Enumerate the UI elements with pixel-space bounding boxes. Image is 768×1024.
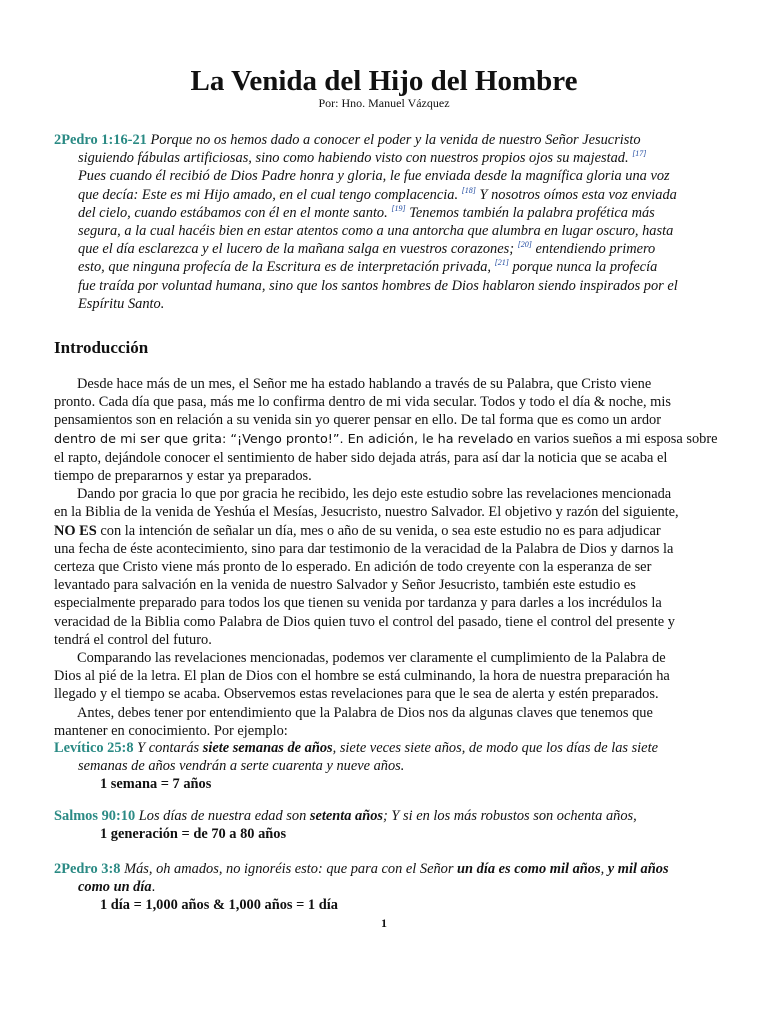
verse-text: entendiendo primero [535,241,656,258]
verse-text: semanas de años vendrán a serte cuarenta y nueve años. [78,758,405,775]
verse-text: porque nunca la profecía [512,259,658,276]
verse-text: Pues cuando él recibió de Dios Padre honra y gloria, le fue enviada desde la magnífica gloria una voz [78,168,670,185]
paragraph-line: tiempo de prepararnos y estar ya preparados. [54,468,312,485]
key-verse-psalms [54,807,718,843]
verse-text: siguiendo fábulas artificiosas, sino como habiendo visto con nuestros propios ojos su majestad. [78,150,629,167]
paragraph-line: mantener en conocimiento. Por ejemplo: [54,722,288,739]
emphasis-text: NO ES [54,522,97,539]
introduction-body [54,375,718,740]
paragraph-line: en varios sueños a mi esposa sobre [513,430,718,447]
paragraph-line: Comparando las revelaciones mencionadas, podemos ver claramente el cumplimiento de la Palabra de [77,650,666,667]
paragraph-line: especialmente preparado para todos los que tienen su venida por tardanza y para darles a los incrédulos la [54,595,662,612]
paragraph-line: dentro de mi ser que grita: “¡Vengo pronto!”. En adición, le ha revelado [54,431,514,447]
author-line: Por: Hno. Manuel Vázquez [318,96,450,110]
paragraph-line: tendrá el control del futuro. [54,631,212,648]
verse-text: Y nosotros oímos esta voz enviada [479,186,677,203]
footnote-link[interactable]: [20] [517,240,532,250]
paragraph-line: el rapto, dejándole conocer el sentimiento de haber sido dejada atrás, para así dar la noticia que se acaba el [54,449,668,466]
verse-text: Porque no os hemos dado a conocer el poder y la venida de nuestro Señor Jesucristo [150,132,641,148]
section-heading: Introducción [54,338,149,357]
paragraph-line: certeza que Cristo viene más pronto de lo esperado. En adición de todo creyente con la esperanza de ser [54,559,652,576]
paragraph-line: pronto. Cada día que pasa, más me lo confirma dentro de mi vida secular. Todos y todo el día & noche, mis [54,394,671,411]
equation: 1 generación = de 70 a 80 años [100,826,287,843]
key-verse-2pedro [54,860,718,915]
footnote-link[interactable]: [21] [494,258,509,268]
paragraph-line: Dando por gracia lo que por gracia he recibido, les dejo este estudio sobre las revelaciones mencionada [77,486,672,503]
emphasis-text: un día es como mil años [457,861,601,877]
footnote-link[interactable]: [19] [391,204,406,214]
paragraph-line: una fecha de éste acontecimiento, sino para dar testimonio de la veracidad de la Palabra de Dios y darnos la [54,540,674,557]
verse-text: esto, que ninguna profecía de la Escritura es de interpretación privada, [78,259,491,276]
verse-text: ; Y si en los más robustos son ochenta años, [383,808,637,824]
verse-text: que decía: Este es mi Hijo amado, en el cual tengo complacencia. [78,186,459,203]
emphasis-text: siete semanas de años [202,740,333,756]
scripture-reference: Salmos 90:10 [54,808,136,824]
verse-text: Y contarás [137,740,203,756]
verse-text: , [600,861,608,877]
verse-text: del cielo, cuando estábamos con él en el monte santo. [78,204,388,221]
scripture-reference: 2Pedro 3:8 [54,861,121,877]
scripture-reference: Levítico 25:8 [54,740,134,756]
key-verse-leviticus [54,739,718,794]
emphasis-text: setenta años [309,808,384,824]
verse-text: Los días de nuestra edad son [138,808,310,824]
verse-text: que el día esclarezca y el lucero de la mañana salga en vuestros corazones; [78,241,515,258]
paragraph-line: levantado para salvación en la venida de nuestro Salvador y Señor Jesucristo, también este estudio es [54,577,636,594]
verse-text: Tenemos también la palabra profética más [409,204,655,221]
paragraph-line: con la intención de señalar un día, mes o año de su venida, o sea este estudio no es para adjudicar [96,522,661,539]
paragraph-line: Antes, debes tener por entendimiento que la Palabra de Dios nos da algunas claves que tenemos que [77,704,653,721]
paragraph-line: llegado y el tiempo se acaba. Observemos estas revelaciones para que le sea de alerta y estén preparados. [54,686,659,703]
emphasis-text: como un día [78,879,152,896]
paragraph-line: veracidad de la Biblia como Palabra de Dios quien tuvo el control del pasado, tiene el control del presente y [54,613,675,630]
equation: 1 semana = 7 años [100,776,212,793]
equation: 1 día = 1,000 años & 1,000 años = 1 día [100,897,338,914]
emphasis-text: y mil años [607,861,669,877]
page-number: 1 [381,916,387,930]
paragraph-line: en la Biblia de la venida de Yeshúa el Mesías, Jesucristo, nuestro Salvador. El objetivo y razón del siguiente, [54,504,679,521]
verse-text: segura, a la cual hacéis bien en estar atentos como a una antorcha que alumbra en lugar oscuro, hasta [78,223,674,240]
footnote-link[interactable]: [18] [461,185,476,195]
scripture-reference: 2Pedro 1:16-21 [54,132,147,148]
verse-text: . [151,879,156,896]
footnote-link[interactable]: [17] [632,149,647,159]
verse-text: fue traída por voluntad humana, sino que los santos hombres de Dios hablaron siendo inspirados por el [78,277,678,294]
paragraph-line: Desde hace más de un mes, el Señor me ha estado hablando a través de su Palabra, que Cristo viene [77,376,652,392]
verse-text: Espíritu Santo. [78,295,165,312]
paragraph-line: pensamientos son en relación a su venida sin yo querer pensar en ello. De tal forma que es como un ardor [54,412,662,429]
verse-text: , siete veces siete años, de modo que los días de las siete [332,740,658,756]
document-title: La Venida del Hijo del Hombre [190,65,578,97]
verse-text: Más, oh amados, no ignoréis esto: que para con el Señor [124,861,458,877]
paragraph-line: Dios al pié de la letra. El plan de Dios con el hombre se está culminando, la hora de nuestra preparación ha [54,668,670,685]
opening-scripture [54,131,718,313]
